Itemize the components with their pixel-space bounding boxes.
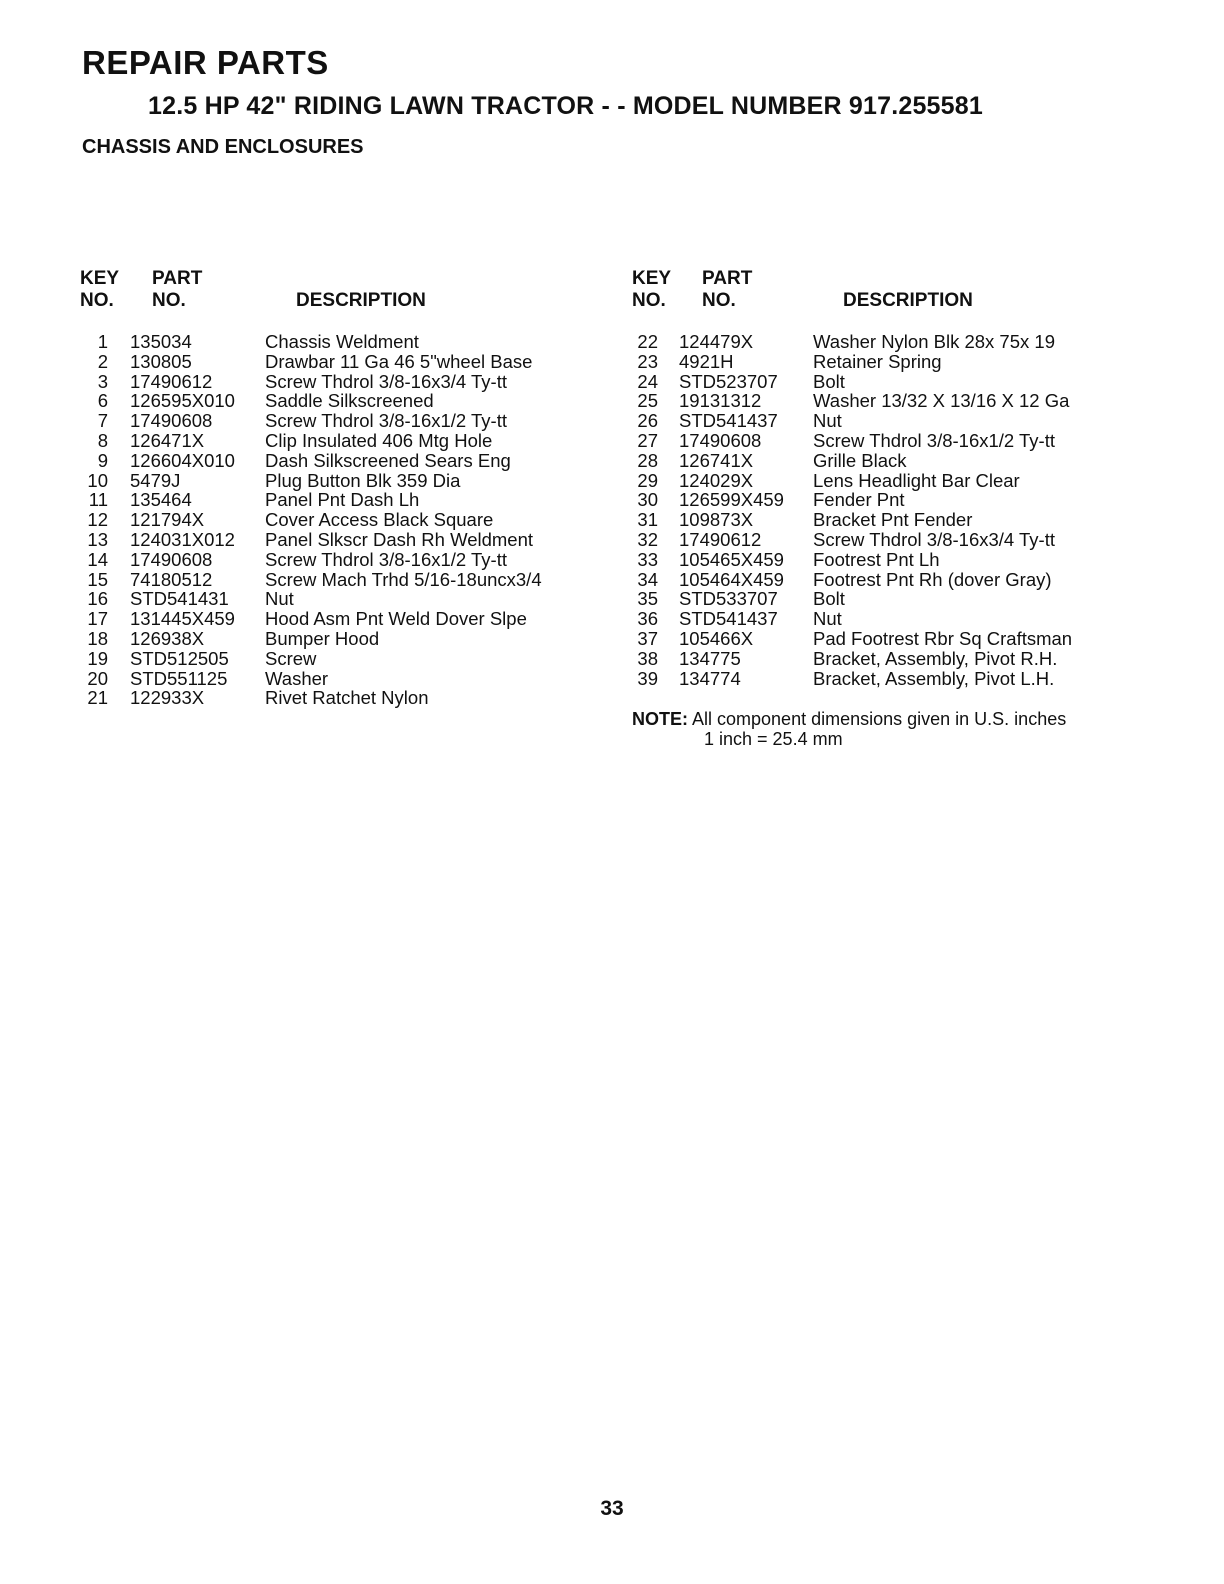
part-number: STD541437 (679, 410, 778, 432)
section-title: CHASSIS AND ENCLOSURES (82, 136, 364, 158)
table-row (630, 510, 1150, 530)
header-key-line2: NO. (80, 290, 114, 311)
part-description: Washer 13/32 X 13/16 X 12 Ga (813, 390, 1070, 412)
part-description: Dash Silkscreened Sears Eng (265, 449, 511, 471)
part-number: 126938X (130, 627, 205, 649)
table-row (80, 391, 600, 411)
key-number: 20 (87, 667, 108, 689)
part-description: Panel Slkscr Dash Rh Weldment (265, 528, 534, 550)
key-number: 1 (97, 331, 108, 352)
part-number: 105465X459 (679, 548, 784, 570)
table-row (630, 352, 1150, 372)
table-row (80, 451, 600, 471)
part-description: Plug Button Blk 359 Dia (265, 469, 461, 491)
table-row (630, 471, 1150, 491)
table-row (630, 332, 1150, 352)
part-number: 134774 (679, 667, 741, 689)
key-number: 33 (637, 548, 658, 570)
table-row (80, 669, 600, 689)
part-description: Nut (265, 588, 294, 610)
table-row (630, 589, 1150, 609)
header-description: DESCRIPTION (296, 290, 426, 311)
key-number: 35 (637, 588, 658, 610)
table-row (80, 352, 600, 372)
table-row (80, 609, 600, 629)
key-number: 7 (97, 410, 108, 432)
part-number: 4921H (679, 350, 734, 372)
table-row (80, 332, 600, 352)
key-number: 16 (87, 588, 108, 610)
key-number: 32 (637, 528, 658, 550)
part-description: Screw Thdrol 3/8-16x3/4 Ty-tt (265, 370, 507, 392)
part-number: 126604X010 (130, 449, 235, 471)
table-body-right (630, 332, 1150, 688)
part-description: Nut (813, 608, 842, 630)
table-row (80, 550, 600, 570)
part-number: 121794X (130, 509, 205, 531)
part-number: 109873X (679, 509, 754, 531)
key-number: 31 (637, 509, 658, 531)
part-description: Panel Pnt Dash Lh (265, 489, 420, 511)
key-number: 28 (637, 449, 658, 471)
header-description: DESCRIPTION (843, 290, 973, 311)
table-row (80, 649, 600, 669)
part-description: Bracket, Assembly, Pivot R.H. (813, 647, 1058, 669)
table-body-left (80, 332, 600, 708)
part-number: 126595X010 (130, 390, 235, 412)
part-description: Screw Thdrol 3/8-16x3/4 Ty-tt (813, 528, 1055, 550)
table-row (630, 550, 1150, 570)
note-line2: 1 inch = 25.4 mm (704, 729, 843, 749)
part-description: Screw Mach Trhd 5/16-18uncx3/4 (265, 568, 542, 590)
key-number: 19 (87, 647, 108, 669)
part-number: 17490612 (679, 528, 762, 550)
key-number: 15 (87, 568, 108, 590)
key-number: 38 (637, 647, 658, 669)
part-number: STD541431 (130, 588, 229, 610)
table-row (630, 629, 1150, 649)
table-row (630, 570, 1150, 590)
part-description: Grille Black (813, 449, 907, 471)
header-part-line2: NO. (702, 290, 736, 311)
table-row (80, 629, 600, 649)
parts-table-right (630, 268, 1150, 688)
table-row (630, 669, 1150, 689)
part-description: Clip Insulated 406 Mtg Hole (265, 429, 493, 451)
table-row (80, 490, 600, 510)
table-row (80, 471, 600, 491)
part-number: 135464 (130, 489, 192, 511)
header-key-line2: NO. (632, 290, 666, 311)
part-description: Lens Headlight Bar Clear (813, 469, 1020, 491)
table-row (80, 688, 600, 708)
part-description: Retainer Spring (813, 350, 942, 372)
part-description: Fender Pnt (813, 489, 905, 511)
key-number: 30 (637, 489, 658, 511)
key-number: 23 (637, 350, 658, 372)
table-row (80, 431, 600, 451)
part-description: Bolt (813, 370, 845, 392)
part-description: Washer Nylon Blk 28x 75x 19 (813, 331, 1055, 352)
table-row (80, 589, 600, 609)
dimension-note (632, 709, 1192, 749)
part-description: Footrest Pnt Lh (813, 548, 940, 570)
part-number: 74180512 (130, 568, 213, 590)
table-row (630, 451, 1150, 471)
part-number: 17490608 (130, 410, 213, 432)
key-number: 29 (637, 469, 658, 491)
header-part-line1: PART (702, 268, 753, 289)
key-number: 37 (637, 627, 658, 649)
part-description: Pad Footrest Rbr Sq Craftsman (813, 627, 1073, 649)
header-key-line1: KEY (632, 268, 672, 289)
key-number: 17 (87, 608, 108, 630)
part-description: Washer (265, 667, 329, 689)
part-number: 130805 (130, 350, 192, 372)
part-number: 17490608 (130, 548, 213, 570)
part-number: STD512505 (130, 647, 229, 669)
key-number: 26 (637, 410, 658, 432)
part-number: 122933X (130, 687, 205, 709)
part-description: Bracket, Assembly, Pivot L.H. (813, 667, 1055, 689)
part-number: STD533707 (679, 588, 778, 610)
part-description: Screw Thdrol 3/8-16x1/2 Ty-tt (813, 429, 1055, 451)
part-description: Nut (813, 410, 842, 432)
part-description: Screw (265, 647, 317, 669)
part-description: Cover Access Black Square (265, 509, 494, 531)
part-description: Footrest Pnt Rh (dover Gray) (813, 568, 1052, 590)
header-part-line1: PART (152, 268, 203, 289)
part-description: Rivet Ratchet Nylon (265, 687, 429, 709)
key-number: 12 (87, 509, 108, 531)
part-number: 105466X (679, 627, 754, 649)
key-number: 10 (87, 469, 108, 491)
table-row (630, 530, 1150, 550)
table-row (630, 490, 1150, 510)
header-key-line1: KEY (80, 268, 120, 289)
key-number: 24 (637, 370, 658, 392)
key-number: 27 (637, 429, 658, 451)
key-number: 6 (97, 390, 108, 412)
table-row (80, 530, 600, 550)
key-number: 36 (637, 608, 658, 630)
table-header-left (80, 268, 600, 332)
model-subtitle: 12.5 HP 42" RIDING LAWN TRACTOR - - MODEL NUMBER 917.255581 (148, 92, 983, 120)
part-number: 19131312 (679, 390, 762, 412)
part-description: Bolt (813, 588, 845, 610)
note-line1: All component dimensions given in U.S. inches (692, 709, 1067, 729)
key-number: 34 (637, 568, 658, 590)
table-row (630, 391, 1150, 411)
key-number: 2 (97, 350, 108, 372)
key-number: 18 (87, 627, 108, 649)
part-description: Saddle Silkscreened (265, 390, 434, 412)
part-number: 134775 (679, 647, 741, 669)
table-row (630, 431, 1150, 451)
table-row (80, 411, 600, 431)
table-row (630, 649, 1150, 669)
key-number: 11 (88, 489, 108, 511)
part-number: STD523707 (679, 370, 778, 392)
key-number: 13 (87, 528, 108, 550)
part-number: 126741X (679, 449, 754, 471)
part-number: 126599X459 (679, 489, 784, 511)
part-description: Drawbar 11 Ga 46 5"wheel Base (265, 350, 533, 372)
table-row (630, 411, 1150, 431)
part-number: 124479X (679, 331, 754, 352)
parts-table-left (80, 268, 600, 708)
key-number: 14 (87, 548, 108, 570)
part-description: Bumper Hood (265, 627, 380, 649)
page-number: 33 (600, 1497, 624, 1520)
part-number: STD541437 (679, 608, 778, 630)
table-header-right (630, 268, 1150, 332)
page-title: REPAIR PARTS (82, 44, 329, 81)
part-number: 124031X012 (130, 528, 235, 550)
table-row (630, 609, 1150, 629)
table-row (630, 372, 1150, 392)
part-number: 131445X459 (130, 608, 235, 630)
table-row (80, 570, 600, 590)
key-number: 3 (97, 370, 108, 392)
key-number: 9 (97, 449, 108, 471)
part-description: Hood Asm Pnt Weld Dover Slpe (265, 608, 527, 630)
part-number: 105464X459 (679, 568, 784, 590)
part-description: Screw Thdrol 3/8-16x1/2 Ty-tt (265, 548, 507, 570)
part-number: 124029X (679, 469, 754, 491)
key-number: 22 (637, 331, 658, 352)
key-number: 8 (97, 429, 108, 451)
part-number: 17490612 (130, 370, 213, 392)
part-number: 135034 (130, 331, 192, 352)
part-number: 17490608 (679, 429, 762, 451)
part-number: 126471X (130, 429, 205, 451)
key-number: 21 (87, 687, 108, 709)
header-part-line2: NO. (152, 290, 186, 311)
part-number: 5479J (130, 469, 181, 491)
key-number: 25 (637, 390, 658, 412)
part-number: STD551125 (130, 667, 228, 689)
table-row (80, 510, 600, 530)
part-description: Chassis Weldment (265, 331, 419, 352)
part-description: Bracket Pnt Fender (813, 509, 973, 531)
part-description: Screw Thdrol 3/8-16x1/2 Ty-tt (265, 410, 507, 432)
key-number: 39 (637, 667, 658, 689)
note-label: NOTE: (632, 709, 688, 729)
table-row (80, 372, 600, 392)
